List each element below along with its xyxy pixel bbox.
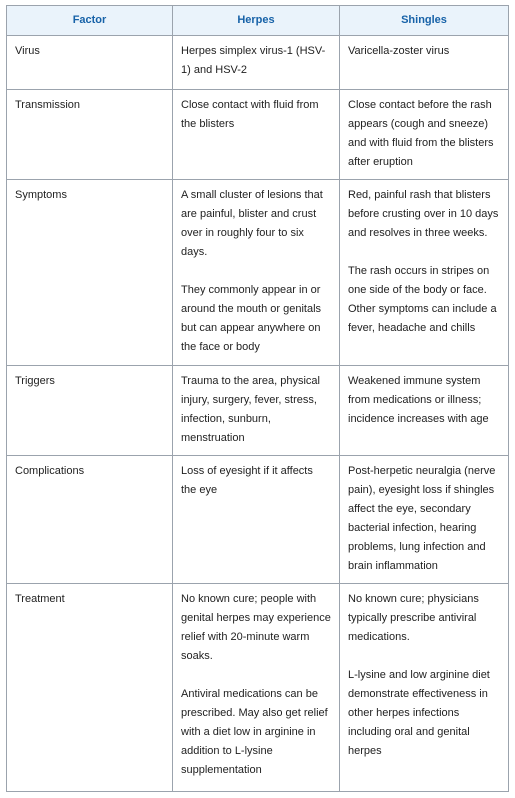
herpes-cell — [173, 180, 340, 366]
table-row — [7, 90, 509, 180]
table-row — [7, 366, 509, 456]
header-row — [7, 6, 509, 36]
shingles-cell — [340, 366, 509, 456]
herpes-text: Trauma to the area, physical injury, surgery, fever, stress, infection, sunburn, menstruation — [181, 375, 320, 444]
table-row — [7, 36, 509, 90]
herpes-text: Close contact with fluid from the blisters — [181, 99, 319, 130]
shingles-text: No known cure; physicians typically prescribe antiviral medications. — [348, 593, 479, 643]
herpes-text: Antiviral medications can be prescribed. May also get relief with a diet low in arginine in addition to L-lysine supplementation — [181, 688, 328, 776]
shingles-cell — [340, 456, 509, 584]
table-row — [7, 584, 509, 792]
herpes-text: They commonly appear in or around the mouth or genitals but can appear anywhere on the face or body — [181, 284, 322, 353]
comparison-table — [6, 5, 509, 792]
shingles-text: Varicella-zoster virus — [348, 45, 450, 57]
herpes-cell — [173, 90, 340, 180]
shingles-cell — [340, 36, 509, 90]
header-herpes: Herpes — [173, 6, 340, 36]
herpes-text: A small cluster of lesions that are painful, blister and crust over in roughly four to six days. — [181, 189, 323, 258]
table-row — [7, 456, 509, 584]
shingles-text: Close contact before the rash appears (cough and sneeze) and with fluid from the blisters after eruption — [348, 99, 494, 168]
factor-cell: Complications — [7, 456, 173, 584]
shingles-cell — [340, 584, 509, 792]
herpes-cell — [173, 584, 340, 792]
table-row — [7, 180, 509, 366]
herpes-cell — [173, 366, 340, 456]
shingles-text: The rash occurs in stripes on one side of the body or face. Other symptoms can include a fever, headache and chills — [348, 265, 497, 334]
herpes-text: No known cure; people with genital herpes may experience relief with 20-minute warm soaks. — [181, 593, 331, 662]
factor-cell: Transmission — [7, 90, 173, 180]
shingles-cell — [340, 90, 509, 180]
herpes-cell — [173, 456, 340, 584]
factor-cell: Triggers — [7, 366, 173, 456]
factor-cell: Symptoms — [7, 180, 173, 366]
herpes-text: Loss of eyesight if it affects the eye — [181, 465, 313, 496]
shingles-text: Red, painful rash that blisters before crusting over in 10 days and resolves in three weeks. — [348, 189, 499, 239]
header-shingles: Shingles — [340, 6, 509, 36]
shingles-text: Post-herpetic neuralgia (nerve pain), eyesight loss if shingles affect the eye, secondary bacterial infection, hearing problems, lung infection and brain inflammation — [348, 465, 496, 572]
herpes-cell — [173, 36, 340, 90]
shingles-text: Weakened immune system from medications or illness; incidence increases with age — [348, 375, 489, 425]
factor-cell: Treatment — [7, 584, 173, 792]
header-factor: Factor — [7, 6, 173, 36]
shingles-cell — [340, 180, 509, 366]
factor-cell: Virus — [7, 36, 173, 90]
shingles-text: L-lysine and low arginine diet demonstrate effectiveness in other herpes infections including oral and genital herpes — [348, 669, 490, 757]
herpes-text: Herpes simplex virus-1 (HSV-1) and HSV-2 — [181, 45, 326, 76]
